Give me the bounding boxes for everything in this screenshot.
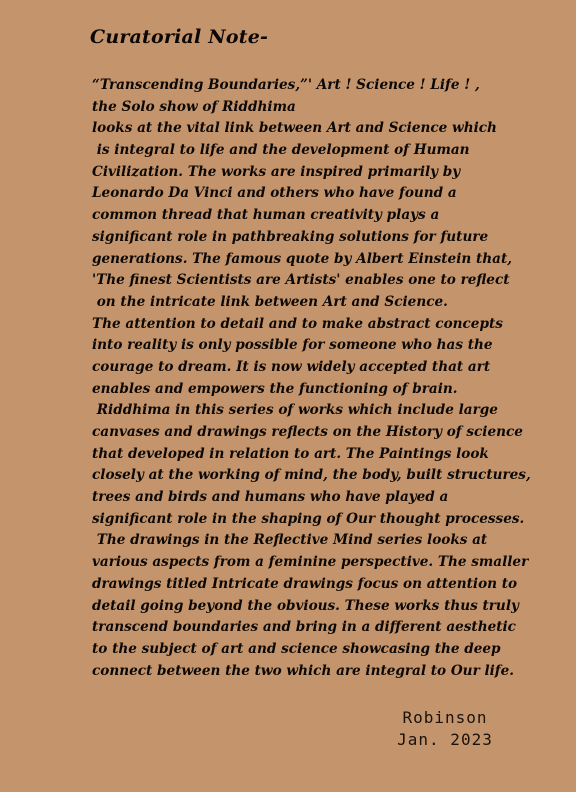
document-title: Curatorial Note- xyxy=(90,26,269,48)
text-line: The attention to detail and to make abstract concepts xyxy=(92,315,503,332)
signature-name: Robinson xyxy=(402,708,488,727)
text-line: 'The finest Scientists are Artists' enables one to reflect xyxy=(92,272,510,289)
text-line: “Transcending Boundaries,”' Art ! Science ! Life ! , xyxy=(92,77,480,93)
text-line: looks at the vital link between Art and Science which xyxy=(92,120,497,137)
text-line: drawings titled Intricate drawings focus on attention to xyxy=(92,575,518,592)
text-line: canvases and drawings reflects on the History of science xyxy=(92,424,523,440)
text-line: to the subject of art and science showcasing the deep xyxy=(92,640,501,657)
text-line: is integral to life and the development of Human xyxy=(92,142,470,159)
text-line: significant role in the shaping of Our thought processes. xyxy=(92,510,525,527)
text-line: various aspects from a feminine perspective. The smaller xyxy=(92,554,529,571)
signature-block xyxy=(380,707,510,751)
text-line: on the intricate link between Art and Science. xyxy=(92,293,448,310)
text-line: into reality is only possible for someone who has the xyxy=(92,337,493,354)
text-line: common thread that human creativity plays a xyxy=(92,207,440,224)
text-line: connect between the two which are integral to Our life. xyxy=(92,662,515,679)
text-line: enables and empowers the functioning of brain. xyxy=(92,380,458,397)
text-line: Leonardo Da Vinci and others who have found a xyxy=(92,185,457,202)
curatorial-note-body xyxy=(92,75,572,682)
text-line: generations. The famous quote by Albert Einstein that, xyxy=(92,250,512,267)
text-line: transcend boundaries and bring in a different aesthetic xyxy=(92,619,516,636)
signature-date: Jan. 2023 xyxy=(397,730,493,749)
text-line: courage to dream. It is now widely accepted that art xyxy=(92,358,491,375)
text-line: Civilization. The works are inspired primarily by xyxy=(92,163,461,180)
text-line: The drawings in the Reflective Mind series looks at xyxy=(92,532,488,549)
text-line: detail going beyond the obvious. These works thus truly xyxy=(92,597,519,614)
text-line: Riddhima in this series of works which include large xyxy=(92,402,498,419)
text-line: significant role in pathbreaking solutions for future xyxy=(92,228,489,245)
text-line: trees and birds and humans who have played a xyxy=(92,489,449,506)
text-line: closely at the working of mind, the body, built structures, xyxy=(92,467,531,484)
text-line: the Solo show of Riddhima xyxy=(92,98,296,115)
text-line: that developed in relation to art. The Paintings look xyxy=(92,445,489,462)
